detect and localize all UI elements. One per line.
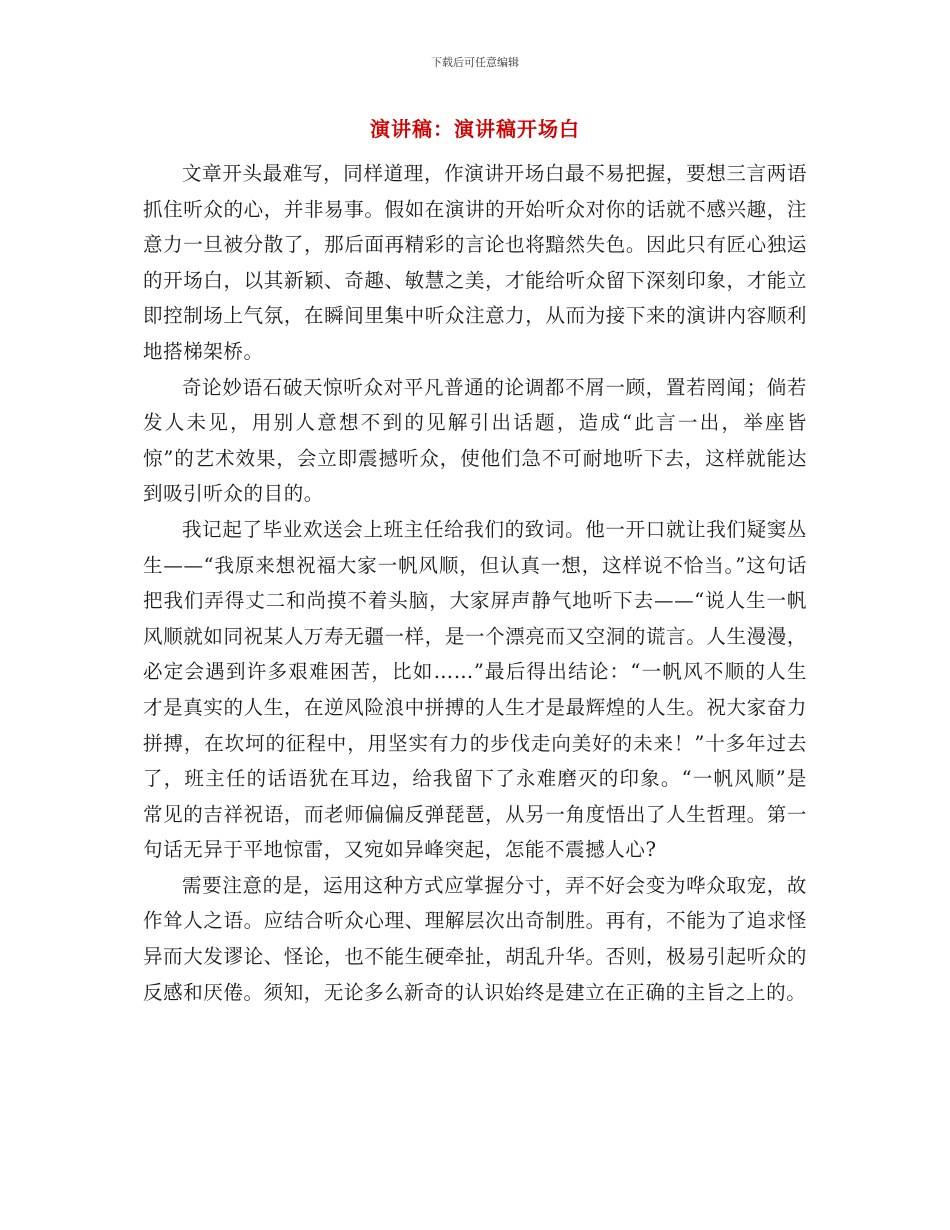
paragraph-2: 奇论妙语石破天惊听众对平凡普通的论调都不屑一顾，置若罔闻；倘若发人未见，用别人意想不到的见解引出话题，造成“此言一出，举座皆惊”的艺术效果，会立即震撼听众，使他们急不可耐地听下去，这样就能达到吸引听众的目的。 xyxy=(143,375,807,506)
document-title: 演讲稿：演讲稿开场白 xyxy=(370,117,580,141)
document-body xyxy=(143,156,807,1010)
paragraph-4: 需要注意的是，运用这种方式应掌握分寸，弄不好会变为哗众取宠，故作耸人之语。应结合听众心理、理解层次出奇制胜。再有，不能为了追求怪异而大发谬论、怪论，也不能生硬牵扯，胡乱升华。否则，极易引起听众的反感和厌倦。须知，无论多么新奇的认识始终是建立在正确的主旨之上的。 xyxy=(143,873,807,1004)
page-header-note: 下载后可任意编辑 xyxy=(431,56,519,69)
paragraph-1: 文章开头最难写，同样道理，作演讲开场白最不易把握，要想三言两语抓住听众的心，并非易事。假如在演讲的开始听众对你的话就不感兴趣，注意力一旦被分散了，那后面再精彩的言论也将黯然失色。因此只有匠心独运的开场白，以其新颖、奇趣、敏慧之美，才能给听众留下深刻印象，才能立即控制场上气氛，在瞬间里集中听众注意力，从而为接下来的演讲内容顺利地搭梯架桥。 xyxy=(143,162,807,363)
paragraph-3: 我记起了毕业欢送会上班主任给我们的致词。他一开口就让我们疑窦丛生——“我原来想祝福大家一帆风顺，但认真一想，这样说不恰当。”这句话把我们弄得丈二和尚摸不着头脑，大家屏声静气地听下去——“说人生一帆风顺就如同祝某人万寿无疆一样，是一个漂亮而又空洞的谎言。人生漫漫，必定会遇到许多艰难困苦，比如……”最后得出结论：“一帆风不顺的人生才是真实的人生，在逆风险浪中拼搏的人生才是最辉煌的人生。祝大家奋力拼搏，在坎坷的征程中，用坚实有力的步伐走向美好的未来！”十多年过去了，班主任的话语犹在耳边，给我留下了永难磨灭的印象。“一帆风顺”是常见的吉祥祝语，而老师偏偏反弹琵琶，从另一角度悟出了人生哲理。第一句话无异于平地惊雷，又宛如异峰突起，怎能不震撼人心? xyxy=(143,517,807,862)
